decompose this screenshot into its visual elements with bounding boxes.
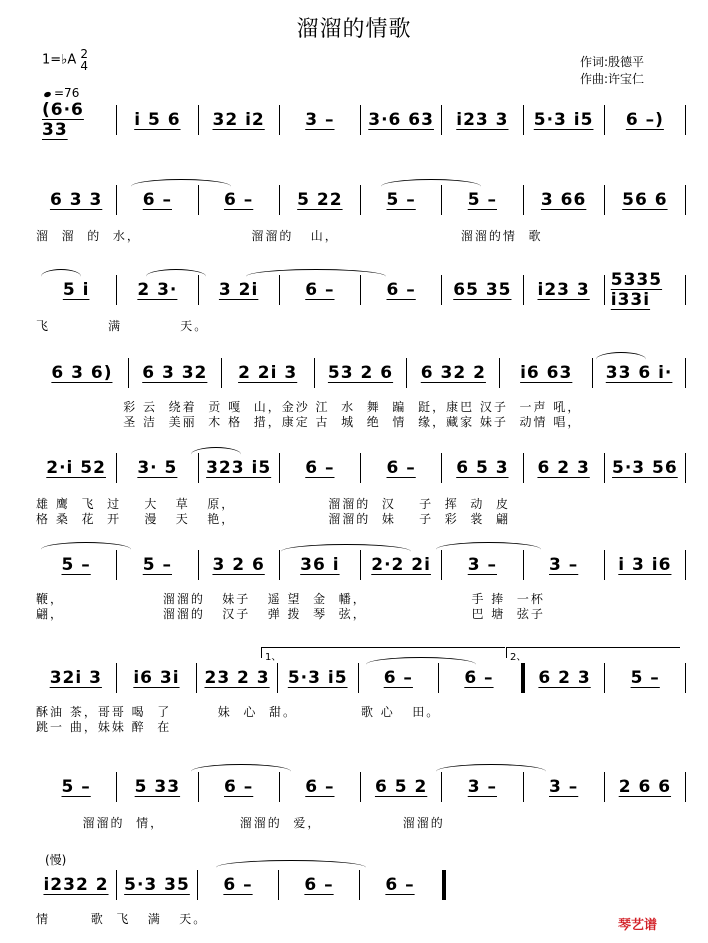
measure: 3 –	[549, 777, 579, 797]
lyric-line: 溜溜的 情， 溜溜的 爱， 溜溜的	[36, 816, 445, 830]
measure: 5 i	[62, 280, 90, 300]
measure: 5 –	[630, 668, 660, 688]
barline	[685, 358, 686, 388]
measure: 36 i	[300, 555, 340, 575]
measure: 2 6 6	[618, 777, 672, 797]
tempo-marking	[44, 86, 79, 100]
measure: 6 5 3	[456, 458, 509, 478]
notes-row	[36, 663, 686, 693]
key-signature	[42, 48, 88, 72]
measure: i232 2	[43, 875, 109, 895]
measure: 6 –	[305, 280, 335, 300]
measure: 6 5 2	[374, 777, 428, 797]
measure: 23 2 3	[204, 668, 270, 688]
measure: i 3 i6	[618, 555, 672, 575]
measure: 5 33	[134, 777, 181, 797]
notes-row	[36, 185, 686, 215]
lyricist: 作词:殷德平	[580, 55, 645, 69]
lyric-line: 飞 满 天。	[36, 319, 209, 333]
measure: 5 –	[467, 190, 497, 210]
measure: 5 –	[61, 777, 91, 797]
measure: i23 3	[456, 110, 509, 130]
measure: 3·6 63	[368, 110, 434, 130]
notes-row	[36, 358, 686, 388]
measure: 5 –	[61, 555, 91, 575]
measure: 5·3 35	[124, 875, 190, 895]
notes-row	[36, 453, 686, 483]
measure: 6 32 2	[420, 363, 486, 383]
flat-symbol: ♭	[61, 52, 68, 68]
barline	[685, 772, 686, 802]
notes-row	[36, 550, 686, 580]
barline	[685, 275, 686, 305]
measure: 6 –	[223, 875, 253, 895]
measure: 6 –	[305, 777, 335, 797]
brand-logo[interactable]: 琴艺谱	[618, 918, 658, 933]
lyric-line: 情 歌 飞 满 天。	[36, 912, 208, 926]
tempo-change-marking: (慢)	[45, 853, 67, 867]
measure: i6 63	[520, 363, 573, 383]
lyric-line: 溜 溜 的 水， 溜溜的 山， 溜溜的情 歌	[36, 229, 543, 243]
quarter-note-icon	[43, 91, 51, 98]
lyric-line-verse-1: 鞭， 溜溜的 妹子 遥 望 金 幡， 手 捧 一杯	[36, 592, 545, 606]
measure: 53 2 6	[327, 363, 394, 383]
time-top: 2	[80, 47, 88, 61]
measure: 2 3·	[137, 280, 178, 300]
lyric-line-verse-2: 格 桑 花 开 漫 天 艳， 溜溜的 妹 子 彩 裳 翩	[36, 512, 511, 526]
time-signature	[80, 48, 88, 72]
measure: 5 22	[297, 190, 343, 210]
measure: 3 2 6	[212, 555, 265, 575]
key-prefix: 1=	[42, 52, 62, 68]
measure: 3· 5	[137, 458, 178, 478]
measure: 6 –	[142, 190, 172, 210]
song-title: 溜溜的情歌	[296, 17, 412, 42]
measure: i6 3i	[133, 668, 180, 688]
measure: 6 –	[464, 668, 494, 688]
measure: 6 –	[386, 458, 416, 478]
time-bottom: 4	[80, 59, 88, 73]
barline	[685, 550, 686, 580]
barline	[685, 453, 686, 483]
barline	[685, 663, 686, 693]
measure: 3 –	[549, 555, 579, 575]
notes-row	[36, 270, 686, 310]
measure: 3 –	[305, 110, 335, 130]
measure: 5·3 i5	[533, 110, 594, 130]
measure: 5335 i33i	[610, 270, 663, 310]
measure: 2·i 52	[46, 458, 106, 478]
measure: 6 –	[385, 875, 415, 895]
measure: 6 –	[224, 190, 254, 210]
measure: 5·3 56	[612, 458, 678, 478]
measure: 32i 3	[49, 668, 102, 688]
measure: 56 6	[622, 190, 668, 210]
measure: 6 3 6)	[51, 363, 113, 383]
lyric-line-verse-2: 翩， 溜溜的 汉子 弹 拨 琴 弦， 巴 塘 弦子	[36, 607, 545, 621]
final-barline	[442, 870, 446, 900]
measure: 6 –	[224, 777, 254, 797]
measure: 6 2 3	[538, 668, 591, 688]
measure: 32 i2	[212, 110, 265, 130]
measure: 2 2i 3	[238, 363, 298, 383]
volta-2: 2、	[506, 647, 680, 658]
lyric-line-verse-1: 酥油 茶，哥哥 喝 了 妹 心 甜。 歌 心 田。	[36, 705, 441, 719]
notes-row	[36, 100, 686, 140]
notes-row	[36, 870, 446, 900]
lyric-line-verse-2: 圣 洁 美丽 木 格 措，康定 古 城 绝 情 缘，藏家 妹子 动情 唱，	[36, 415, 582, 429]
measure: 5·3 i5	[287, 668, 348, 688]
tempo-value: =76	[54, 86, 80, 100]
measure: i 5 6	[134, 110, 181, 130]
measure: 3 –	[467, 555, 497, 575]
composer: 作曲:许宝仁	[580, 72, 645, 86]
lyric-line-verse-2: 跳一 曲，妹妹 醉 在	[36, 720, 172, 734]
credits	[580, 54, 644, 88]
measure: 3 66	[540, 190, 587, 210]
measure: 6 –)	[625, 110, 664, 130]
lyric-line-verse-1: 雄 鹰 飞 过 大 草 原， 溜溜的 汉 子 挥 动 皮	[36, 497, 511, 511]
measure: 5 –	[142, 555, 172, 575]
measure: 3 –	[467, 777, 497, 797]
key-letter: A	[67, 52, 77, 68]
measure: 2·2 2i	[371, 555, 431, 575]
measure: 6 –	[383, 668, 413, 688]
measure: 5 –	[386, 190, 416, 210]
notes-row	[36, 772, 686, 802]
measure: 323 i5	[206, 458, 272, 478]
volta-1: 1、	[261, 647, 505, 658]
measure: 33 6 i·	[605, 363, 673, 383]
measure: i23 3	[537, 280, 590, 300]
measure: 6 2 3	[537, 458, 590, 478]
measure: (6·6 33	[42, 100, 84, 140]
measure: 6 –	[305, 458, 335, 478]
lyric-line-verse-1: 彩 云 绕着 贡 嘎 山，金沙 江 水 舞 蹁 跹，康巴 汉子 一声 吼，	[36, 400, 582, 414]
measure: 65 35	[453, 280, 512, 300]
measure: 6 3 32	[142, 363, 208, 383]
measure: 6 –	[304, 875, 334, 895]
barline	[685, 105, 686, 135]
measure: 6 –	[386, 280, 416, 300]
barline	[685, 185, 686, 215]
measure: 6 3 3	[49, 190, 103, 210]
measure: 3 2i	[218, 280, 259, 300]
